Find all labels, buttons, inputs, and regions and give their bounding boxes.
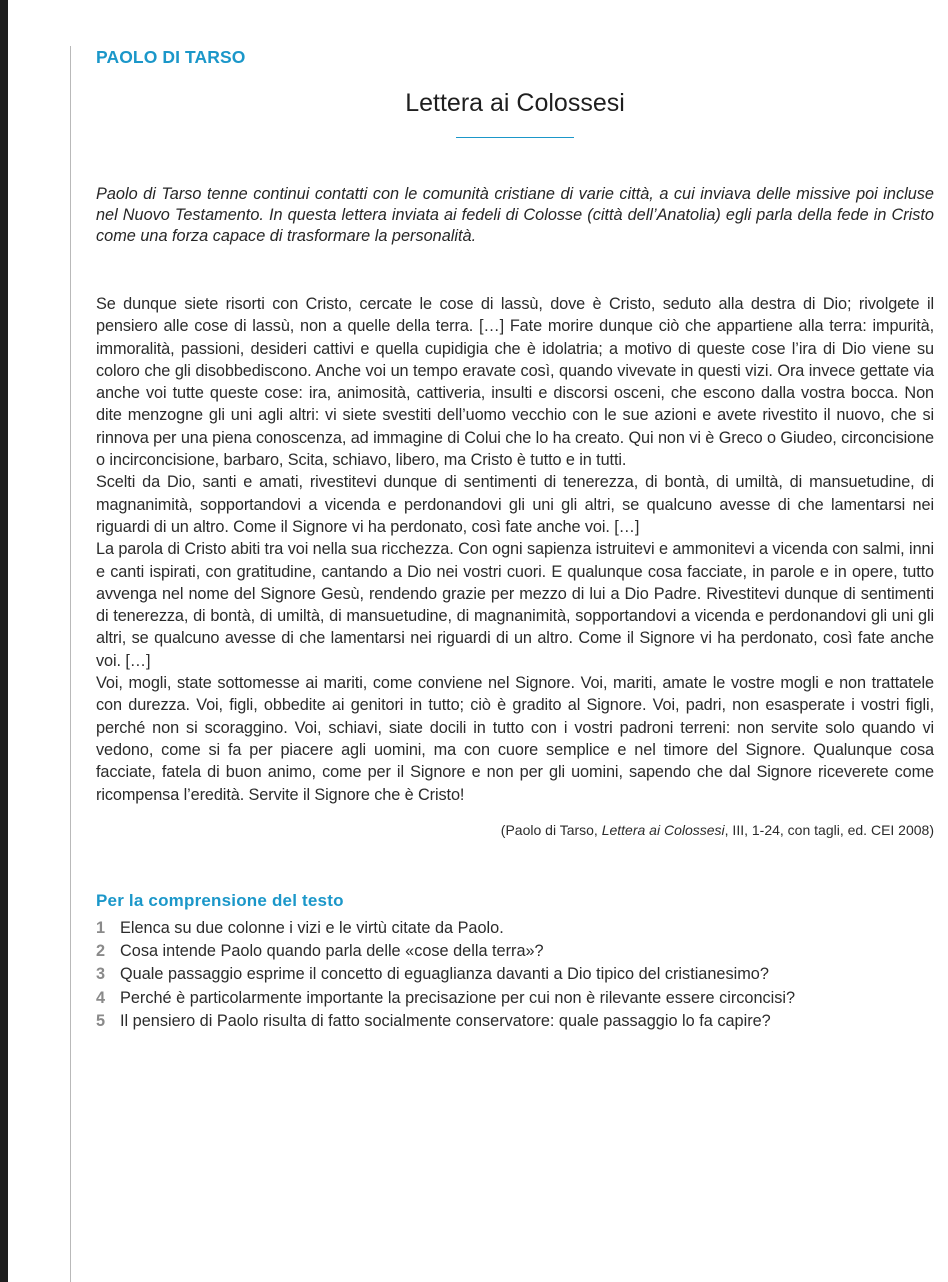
citation-work: Lettera ai Colossesi [601,821,725,838]
letter-paragraph: La parola di Cristo abiti tra voi nella sua ricchezza. Con ogni sapienza istruitevi e ammonitevi a vicenda con salmi, inni e canti ispirati, con gratitudine, cantando a Dio nei vostri cuori. E qualunque cosa facciate, in parole e in opere, tutto avvenga nel nome del Signore Gesù, rendendo grazie per mezzo di lui a Dio Padre. Rivestitevi dunque di sentimenti di tenerezza, di bontà, di umiltà, di mansuetudine, di magnanimità, sopportandovi a vicenda e perdonandovi gli uni gli altri, se qualcuno avesse di che lamentarsi nei riguardi di un altro. Come il Signore vi ha perdonato, così fate anche voi. […] [96,540,934,670]
question-number: 1 [96,918,106,937]
citation-prefix: (Paolo di Tarso, [500,821,602,838]
question-text: Perché è particolarmente importante la precisazione per cui non è rilevante essere circoncisi? [120,988,796,1007]
intro-paragraph: Paolo di Tarso tenne continui contatti con le comunità cristiane di varie città, a cui inviava delle missive poi incluse nel Nuovo Testamento. In questa lettera inviata ai fedeli di Colosse (città dell’Anatolia) egli parla della fede in Cristo come una forza capace di trasformare la personalità. [96,185,934,245]
question-item [96,987,934,1010]
letter-paragraph: Scelti da Dio, santi e amati, rivestitevi dunque di sentimenti di tenerezza, di bontà, di umiltà, di mansuetudine, di magnanimità, sopportandovi a vicenda e perdonandovi gli uni gli altri, se qualcuno avesse di che lamentarsi nei riguardi di un altro. Come il Signore vi ha perdonato, così fate anche voi. […] [96,473,934,536]
question-text: Quale passaggio esprime il concetto di eguaglianza davanti a Dio tipico del cristianesimo? [120,965,769,984]
author-heading: PAOLO DI TARSO [96,47,246,67]
question-number: 2 [96,942,106,961]
comprehension-heading: Per la comprensione del testo [96,890,344,910]
question-item [96,1010,934,1033]
question-item [96,917,934,940]
title-divider [456,137,574,138]
question-item [96,940,934,963]
citation [96,821,934,839]
question-text: Elenca su due colonne i vizi e le virtù citate da Paolo. [120,918,504,937]
question-number: 4 [96,988,106,1007]
question-number: 3 [96,965,106,984]
letter-paragraph: Voi, mogli, state sottomesse ai mariti, come conviene nel Signore. Voi, mariti, amate le vostre mogli e non trattatele con durezza. Voi, figli, obbedite ai genitori in tutto; ciò è gradito al Signore. Voi, padri, non esasperate i vostri figli, perché non si scoraggino. Voi, schiavi, siate docili in tutto con i vostri padroni terreni: non servite solo quando vi vedono, come si fa per piacere agli uomini, ma con cuore semplice e nel timore del Signore. Qualunque cosa facciate, fatela di buon animo, come per il Signore e non per gli uomini, sapendo che dal Signore riceverete come ricompensa l’eredità. Servite il Signore che è Cristo! [96,674,934,804]
question-number: 5 [96,1012,106,1031]
question-list [96,917,934,1033]
margin-rule [70,46,71,1282]
letter-text [96,293,934,806]
question-text: Il pensiero di Paolo risulta di fatto socialmente conservatore: quale passaggio lo fa capire? [120,1012,771,1031]
page-title: Lettera ai Colossesi [405,89,625,117]
page-edge-shadow [0,0,8,1282]
document-page [96,46,934,1033]
question-item [96,963,934,986]
citation-suffix: , III, 1-24, con tagli, ed. CEI 2008) [724,821,934,838]
question-text: Cosa intende Paolo quando parla delle «cose della terra»? [120,942,544,961]
letter-paragraph: Se dunque siete risorti con Cristo, cercate le cose di lassù, dove è Cristo, seduto alla destra di Dio; rivolgete il pensiero alle cose di lassù, non a quelle della terra. […] Fate morire dunque ciò che appartiene alla terra: impurità, immoralità, passioni, desideri cattivi e quella cupidigia che è idolatria; a motivo di queste cose l’ira di Dio viene su coloro che gli disobbediscono. Anche voi un tempo eravate così, quando vivevate in questi vizi. Ora invece gettate via anche voi tutte queste cose: ira, animosità, cattiveria, insulti e discorsi osceni, che escono dalla vostra bocca. Non dite menzogne gli uni agli altri: vi siete svestiti dell’uomo vecchio con le sue azioni e avete rivestito il nuovo, che si rinnova per una piena conoscenza, ad immagine di Colui che lo ha creato. Qui non vi è Greco o Giudeo, circoncisione o incirconcisione, barbaro, Scita, schiavo, libero, ma Cristo è tutto e in tutti. [96,295,934,470]
